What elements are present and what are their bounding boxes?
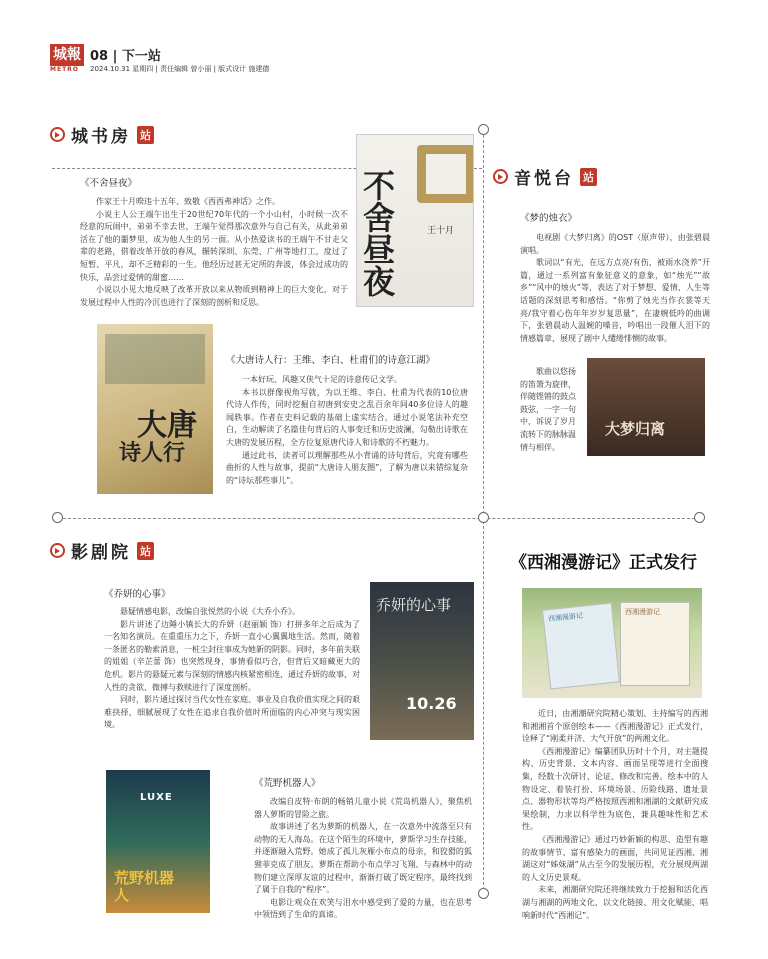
film1-title: 《乔妍的心事》 [104,589,171,600]
paragraph: 故事讲述了名为萝斯的机器人，在一次意外中流落至只有动物的无人海岛。在这个陌生的环境中，萝斯学习生存技能，并逐渐融入荒野。她成了孤儿灰雁小布点的母亲，和狡猾的狐狸菲克成了朋友。萝斯在帮助小布点学习飞翔、与森林中的动物们建立深厚友谊的过程中，渐渐打破了既定程序，最终找到了属于自我的“程序”。 [254,822,472,895]
book1-body [80,196,348,309]
paragraph: 改编自皮特·布朗的畅销儿童小说《荒岛机器人》，聚焦机器人萝斯的冒险之旅。 [254,797,472,819]
paragraph: 歌曲以悠扬的笛箫为旋律，伴随铿锵的鼓点鼓弦，一字一句中，诉说了岁月流转下的脉脉温情与相伴。 [520,367,576,452]
play-arrow-icon [493,169,508,184]
paragraph: 歌词以“有光，在远方点亮/有伤，被雨水浇养”开篇，通过一系列富有象征意义的意象，如“烛光”“故乡”“风中的烛火”等，表达了对于梦想、爱情、人生等话题的深刻思考和感悟。“你剪了烛光当作衣裳等天亮/我守着心伤年年岁岁复思量”，在凄婉低吟的曲调下，张碧晨动人温婉的嗓音，吟唱出一段催人泪下的情感篇章，展现了剧中人缱绻悱恻的故事。 [520,258,710,343]
book2-title: 《大唐诗人行：王维、李白、杜甫们的诗意江湖》 [226,355,436,366]
masthead-logo-sub: METRO [50,66,79,73]
poster-title: 乔妍的心事 [376,596,452,614]
play-arrow-icon [50,127,65,142]
film1-body [104,606,360,732]
book2-cover [97,324,213,494]
poster-brand: LUXE [140,792,173,803]
bookstore-section-head [50,122,154,147]
cover-char: 昼 [363,231,396,269]
paragraph: 《西湘漫游记》编纂团队历时十个月，对主题提构、历史背景、文本内容、画面呈现等进行全面搜集，经数十次研讨、论证、修改和完善。绘本中的人物设定、着装打扮、环境场景、历险线路、遗址景点、器物形状等均严格按照西湘和湘湖的文献研究成果绘制，力求以科学性为底色，兼具趣味性和艺术性。 [522,746,708,832]
page-title: 08 | 下一站 [90,49,161,64]
paragraph: 未来，湘潮研究院还将继续致力于挖掘和活化西湖与湘湖的两地文化，以文化链接、用文化赋能，唱响新时代“西湘记”。 [522,885,708,920]
music-title: 《梦的烛衣》 [520,213,578,224]
cover-char: 夜 [363,263,396,301]
cover-illustration [105,334,205,384]
music-section-head [493,164,597,189]
poster-title: 荒野机器人 [114,869,175,904]
paragraph: 悬疑情感电影，改编自张悦然的小说《大乔小乔》。 [120,607,300,616]
grid-node [694,512,705,523]
section-title: 音悦台 [514,169,574,189]
section-badge: 站 [137,542,154,560]
film2-body [254,796,472,922]
play-arrow-icon [50,543,65,558]
film1-poster [370,582,474,740]
paragraph: 电影让观众在欢笑与泪水中感受到了爱的力量，也在思考中领悟到了生命的真谛。 [254,897,472,920]
section-badge: 站 [137,126,154,144]
poster-date: 10.26 [406,694,457,713]
paragraph: 同时，影片通过探讨当代女性在家庭、事业及自我价值实现之间的艰难抉择，细腻展现了女性在追求自我价值时所面临的内心冲突与现实困境。 [104,695,360,730]
paragraph: 一本好玩、风趣又侠气十足的诗意传记文学。 [242,375,402,384]
book-label: 西湘漫游记 [625,608,660,616]
grid-node [478,512,489,523]
paragraph: 小说以小见大地反映了改革开放以来从物质到精神上的巨大变化，对于发展过程中人性的冷沉也进行了深刻的剖析和反思。 [80,285,348,307]
paragraph: 《西湘漫游记》通过巧妙新颖的构思、造型有趣的故事情节、富有感染力的画面，共同见证西湘、湘湖这对“姊妹湖”从古至今的发展历程，充分展现两湖的人文历史景观。 [522,834,708,882]
page-info: 2024.10.31 星期四 | 责任编辑 曾小丽 | 版式设计 施建德 [90,65,270,73]
book-cover [542,603,620,690]
paragraph: 小说主人公王端午出生于20世纪70年代的一个小山村，小时候一次不经意的玩闹中，弟弟不幸去世，王端午觉得那次意外与自己有关，从此弟弟活在了他的噩梦里，成为他人生的另一面。从小热爱读书的王端午不甘走父辈的老路，借着改革开放的春风，辗转深圳、东莞、广州等地打工，度过了短暂、平凡，却不乏精彩的一生。他经历过甚无定所的奔波，体会过成功的快乐，品尝过爱情的甜蜜…… [80,209,348,282]
divider-vertical [483,130,484,890]
divider-middle [58,518,700,519]
cover-char: 不 [363,167,396,205]
section-name: 下一站 [121,49,161,64]
page-number: 08 [90,49,109,64]
section-title: 城书房 [71,127,131,147]
film2-poster [106,770,210,913]
paragraph: 作家王十月暌违十五年、致敬《西西弗神话》之作。 [96,197,280,206]
grid-node [478,124,489,135]
paragraph: 通过此书，读者可以理解那些从小背诵的诗句背后，究竟有哪些曲折的人性与故事，提前“大唐诗人朋友圈”，了解为唐以来错综复杂的“诗坛那些事儿”。 [226,450,468,485]
cover-title: 诗人行 [119,440,186,466]
paragraph: 影片讲述了边陲小镇长大的乔妍（赵丽颖 饰）打拼多年之后成为了一名知名演员。在重重压力之下，乔妍一直小心翼翼地生活。然而，随着一条匿名的勒索消息，一桩尘封往事成为她新的阴影。同时，多年前失联的姐姐（辛芷蕾 饰）也突然现身，事情看似巧合，但背后又暗藏更大的危机。影片的悬疑元素与深刻的情感内核紧密相连，通过乔妍的故事，对人性的贪欲、微搏与救赎进行了深度剖析。 [104,619,360,692]
book1-title: 《不舍昼夜》 [80,178,138,189]
music-album-cover [587,358,705,456]
book1-cover [356,134,474,307]
section-title: 影剧院 [71,543,131,563]
paragraph: 本书以群像视角写就，为以王维、李白、杜甫为代表的10位唐代诗人作传，同时挖掘自初唐到安史之乱百余年间40多位诗人的趣闻轶事。作者在史料记载的基础上虚实结合，通过小说笔法补充空白，生动解读了名篇佳句背后的人事变迁和历史波澜，勾勒出诗歌在大唐的发展历程，全方位复原唐代诗人和诗歌的不朽魅力。 [226,387,468,447]
release-photo [522,588,702,698]
grid-node [478,888,489,899]
book-cover [620,602,690,686]
cover-author: 王十月 [427,226,455,236]
music-body [520,232,710,345]
cover-char: 舍 [363,199,396,237]
cover-graphic [417,145,474,203]
paragraph: 电视剧《大梦归离》的OST（原声带），由张碧晨演唱。 [520,233,710,255]
book-label: 西湘漫游记 [547,611,584,624]
release-body [522,708,708,922]
book2-body [226,374,468,487]
paragraph: 近日，由湘潮研究院精心策划、主持编写的西湘和湘湘首个原创绘本——《西湘漫游记》正式发行，诠释了“刚柔并济、大气开放”的两湘文化。 [522,709,708,744]
music-narrow-body [520,366,576,454]
grid-node [52,512,63,523]
film2-title: 《荒野机器人》 [254,778,321,789]
release-title: 《西湘漫游记》正式发行 [510,553,697,573]
section-badge: 站 [580,168,597,186]
cinema-section-head [50,538,154,563]
album-title: 大梦归离 [605,420,666,438]
masthead-logo: 城報 [50,44,84,66]
cover-title: 大唐 [137,408,197,443]
